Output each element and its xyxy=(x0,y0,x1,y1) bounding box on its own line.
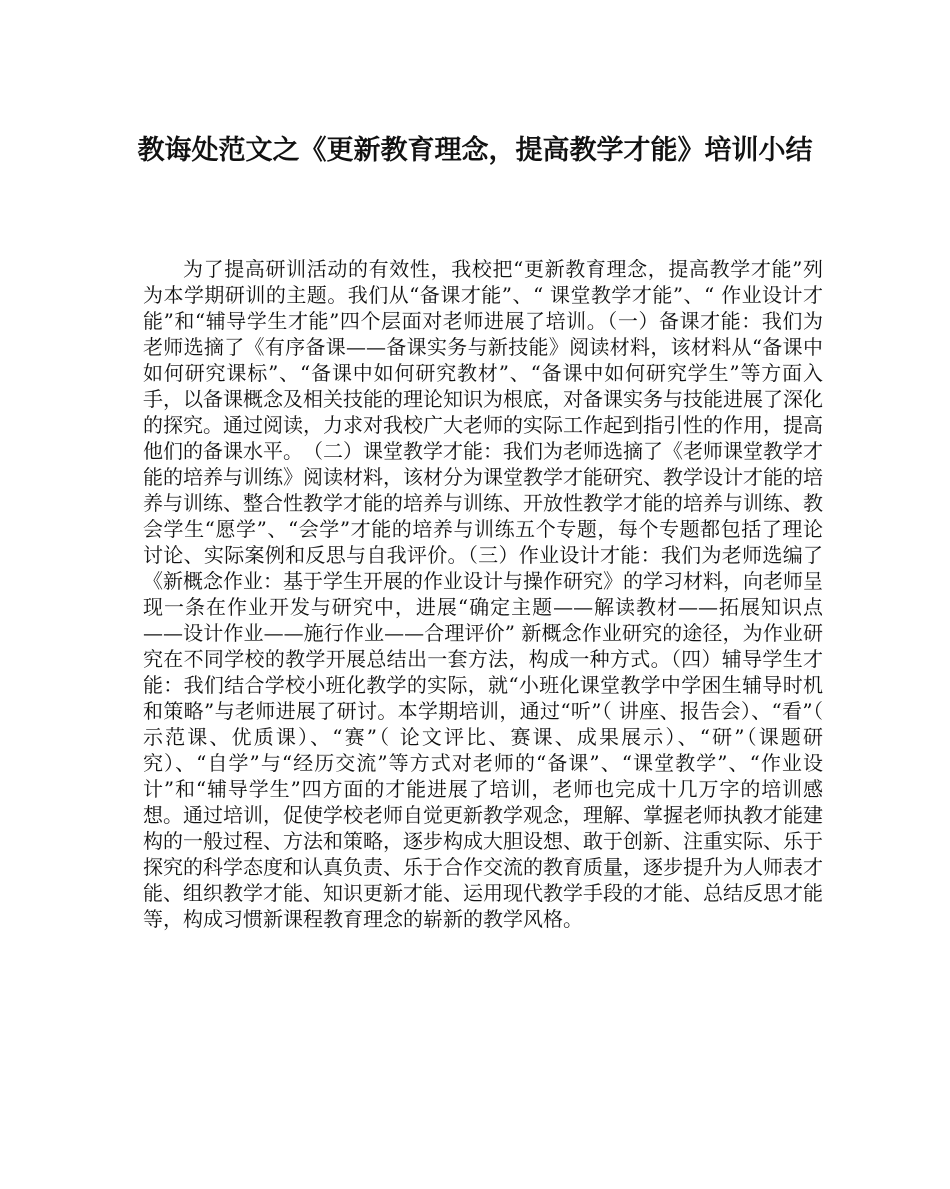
document-title: 教诲处范文之《更新教育理念，提高教学才能》培训小结 xyxy=(137,135,813,166)
body-paragraph: 为了提高研训活动的有效性，我校把“更新教育理念，提高教学才能”列为本学期研训的主题。我们从“备课才能”、“ 课堂教学才能”、“ 作业设计才能”和“辅导学生才能”四个层面对老师进展了培训。（一）备课才能：我们为老师选摘了《有序备课——备课实务与新技能》阅读材料，该材料从“备课中如何研究课标”、“备课中如何研究教材”、“备课中如何研究学生”等方面入手，以备课概念及相关技能的理论知识为根底，对备课实务与技能进展了深化的探究。通过阅读，力求对我校广大老师的实际工作起到指引性的作用，提高他们的备课水平。 （二）课堂教学才能：我们为老师选摘了《老师课堂教学才能的培养与训练》阅读材料，该材分为课堂教学才能研究、教学设计才能的培养与训练、整合性教学才能的培养与训练、开放性教学才能的培养与训练、教会学生“愿学”、“会学”才能的培养与训练五个专题，每个专题都包括了理论讨论、实际案例和反思与自我评价。（三）作业设计才能：我们为老师选编了《新概念作业：基于学生开展的作业设计与操作研究》的学习材料，向老师呈现一条在作业开发与研究中，进展“确定主题——解读教材——拓展知识点——设计作业——施行作业——合理评价” 新概念作业研究的途径，为作业研究在不同学校的教学开展总结出一套方法，构成一种方式。（四）辅导学生才能：我们结合学校小班化教学的实际，就“小班化课堂教学中学困生辅导时机和策略”与老师进展了研讨。本学期培训，通过“听”（ 讲座、报告会）、“看”（ 示范课、优质课）、“赛”（ 论文评比、赛课、成果展示）、“研”（课题研究）、“自学”与“经历交流”等方式对老师的“备课”、“课堂教学”、“作业设计”和“辅导学生”四方面的才能进展了培训，老师也完成十几万字的培训感想。通过培训，促使学校老师自觉更新教学观念，理解、掌握老师执教才能建构的一般过程、方法和策略，逐步构成大胆设想、敢于创新、注重实际、乐于探究的科学态度和认真负责、乐于合作交流的教育质量，逐步提升为人师表才能、组织教学才能、知识更新才能、运用现代教学手段的才能、总结反思才能等，构成习惯新课程教育理念的崭新的教学风格。 xyxy=(143,257,823,931)
